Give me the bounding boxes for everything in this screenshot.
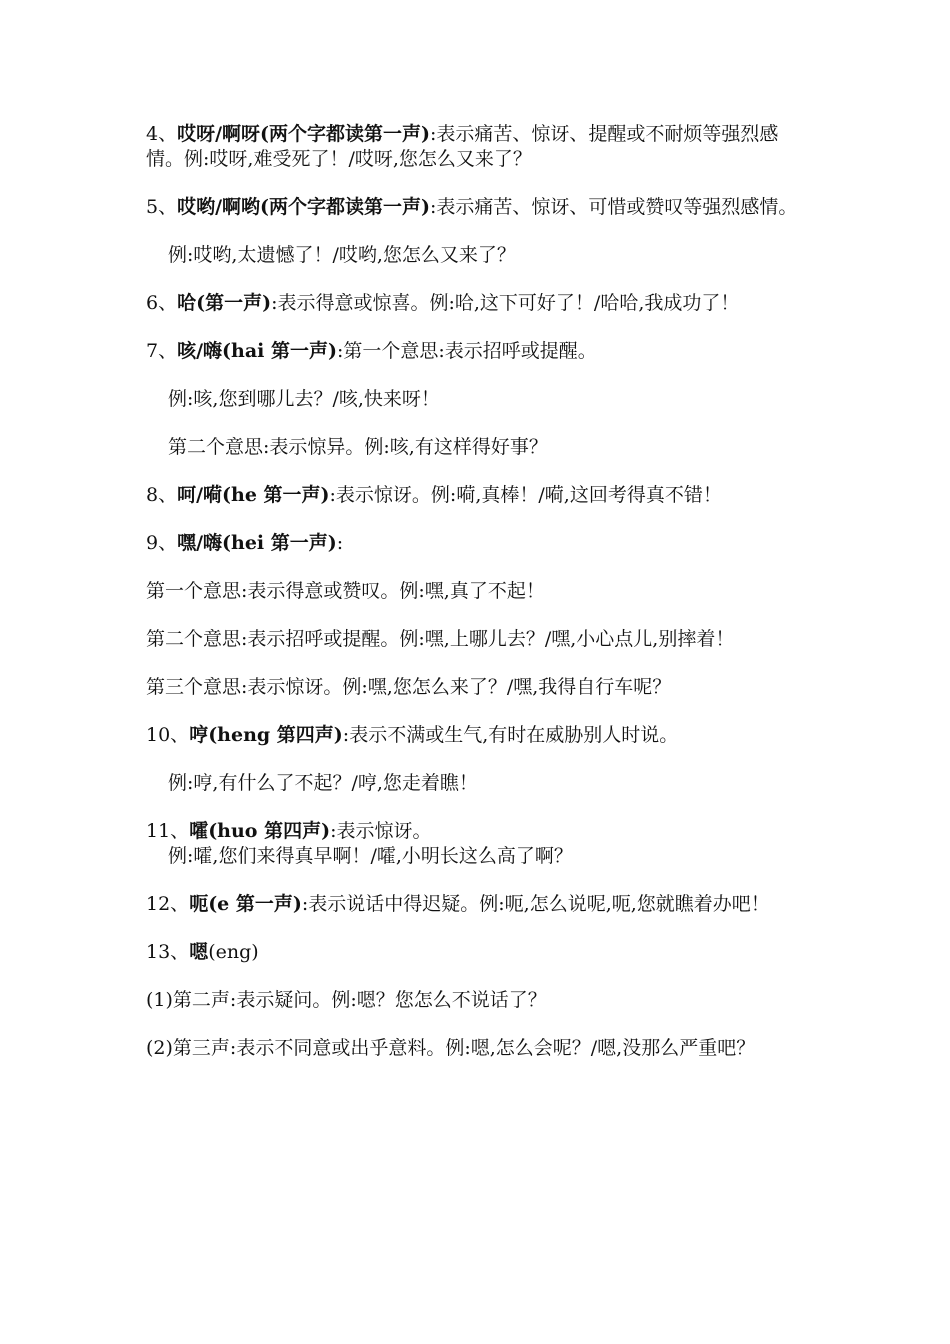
entry-number: 7、 (146, 340, 178, 362)
entry-9 (146, 531, 811, 556)
entry-heading: 嘿/嗨(hei 第一声) (177, 532, 337, 554)
entry-number: 12、 (146, 893, 190, 915)
entry-heading: 哈(第一声) (177, 292, 272, 314)
entry-13-third-tone: (2)第三声:表示不同意或出乎意料。例:嗯,怎么会呢？/嗯,没那么严重吧？ (146, 1037, 756, 1059)
entry-10-example: 例:哼,有什么了不起？/哼,您走着瞧！ (168, 772, 478, 794)
entry-heading: 嚯(huo 第四声) (189, 820, 331, 842)
entry-7 (146, 339, 811, 364)
document-page (146, 122, 811, 1084)
entry-9-second-meaning: 第二个意思:表示招呼或提醒。例:嘿,上哪儿去？/嘿,小心点儿,别摔着！ (146, 628, 735, 650)
entry-7-example: 例:咳,您到哪儿去？/咳,快来呀！ (168, 388, 440, 410)
entry-number: 13、 (146, 941, 190, 963)
entry-12 (146, 892, 811, 917)
entry-9-third-meaning: 第三个意思:表示惊讶。例:嘿,您怎么来了？/嘿,我得自行车呢？ (146, 676, 672, 698)
entry-text: :表示痛苦、惊讶、提醒或不耐烦等强烈感情。例:哎呀,难受死了！/哎呀,您怎么又来了？ (146, 123, 779, 170)
entry-text: :第一个意思:表示招呼或提醒。 (336, 340, 597, 362)
entry-number: 5、 (146, 196, 178, 218)
entry-13-second-tone: (1)第二声:表示疑问。例:嗯？您怎么不说话了？ (146, 989, 547, 1011)
entry-text: (eng) (208, 941, 259, 963)
entry-6 (146, 291, 811, 316)
entry-heading: 呃(e 第一声) (189, 893, 302, 915)
entry-9-first-meaning: 第一个意思:表示得意或赞叹。例:嘿,真了不起！ (146, 580, 545, 602)
entry-11 (146, 819, 811, 844)
entry-5 (146, 195, 811, 220)
entry-text: :表示说话中得迟疑。例:呃,怎么说呢,呃,您就瞧着办吧！ (301, 893, 770, 915)
entry-text: :表示惊讶。例:嗬,真棒！/嗬,这回考得真不错！ (329, 484, 722, 506)
entry-10 (146, 723, 811, 748)
entry-heading: 哼(heng 第四声) (189, 724, 343, 746)
entry-number: 8、 (146, 484, 178, 506)
entry-number: 11、 (146, 820, 190, 842)
entry-number: 4、 (146, 123, 178, 145)
entry-text: :表示惊讶。 (330, 820, 432, 842)
entry-13 (146, 940, 811, 965)
entry-heading: 嗯 (189, 941, 209, 963)
entry-heading: 哎哟/啊哟(两个字都读第一声) (177, 196, 431, 218)
entry-heading: 呵/嗬(he 第一声) (177, 484, 330, 506)
entry-5-example: 例:哎哟,太遗憾了！/哎哟,您怎么又来了？ (168, 244, 516, 266)
entry-text: :表示得意或惊喜。例:哈,这下可好了！/哈哈,我成功了！ (271, 292, 740, 314)
entry-number: 6、 (146, 292, 178, 314)
entry-heading: 哎呀/啊呀(两个字都读第一声) (177, 123, 431, 145)
entry-text: :表示不满或生气,有时在威胁别人时说。 (342, 724, 679, 746)
entry-heading: 咳/嗨(hai 第一声) (177, 340, 337, 362)
entry-8 (146, 483, 811, 508)
entry-text: :表示痛苦、惊讶、可惜或赞叹等强烈感情。 (430, 196, 798, 218)
entry-number: 10、 (146, 724, 190, 746)
entry-7-second-meaning: 第二个意思:表示惊异。例:咳,有这样得好事？ (168, 436, 548, 458)
entry-number: 9、 (146, 532, 178, 554)
entry-4 (146, 122, 811, 172)
entry-11-example: 例:嚯,您们来得真早啊！/嚯,小明长这么高了啊？ (168, 845, 573, 867)
entry-text: : (336, 532, 344, 554)
